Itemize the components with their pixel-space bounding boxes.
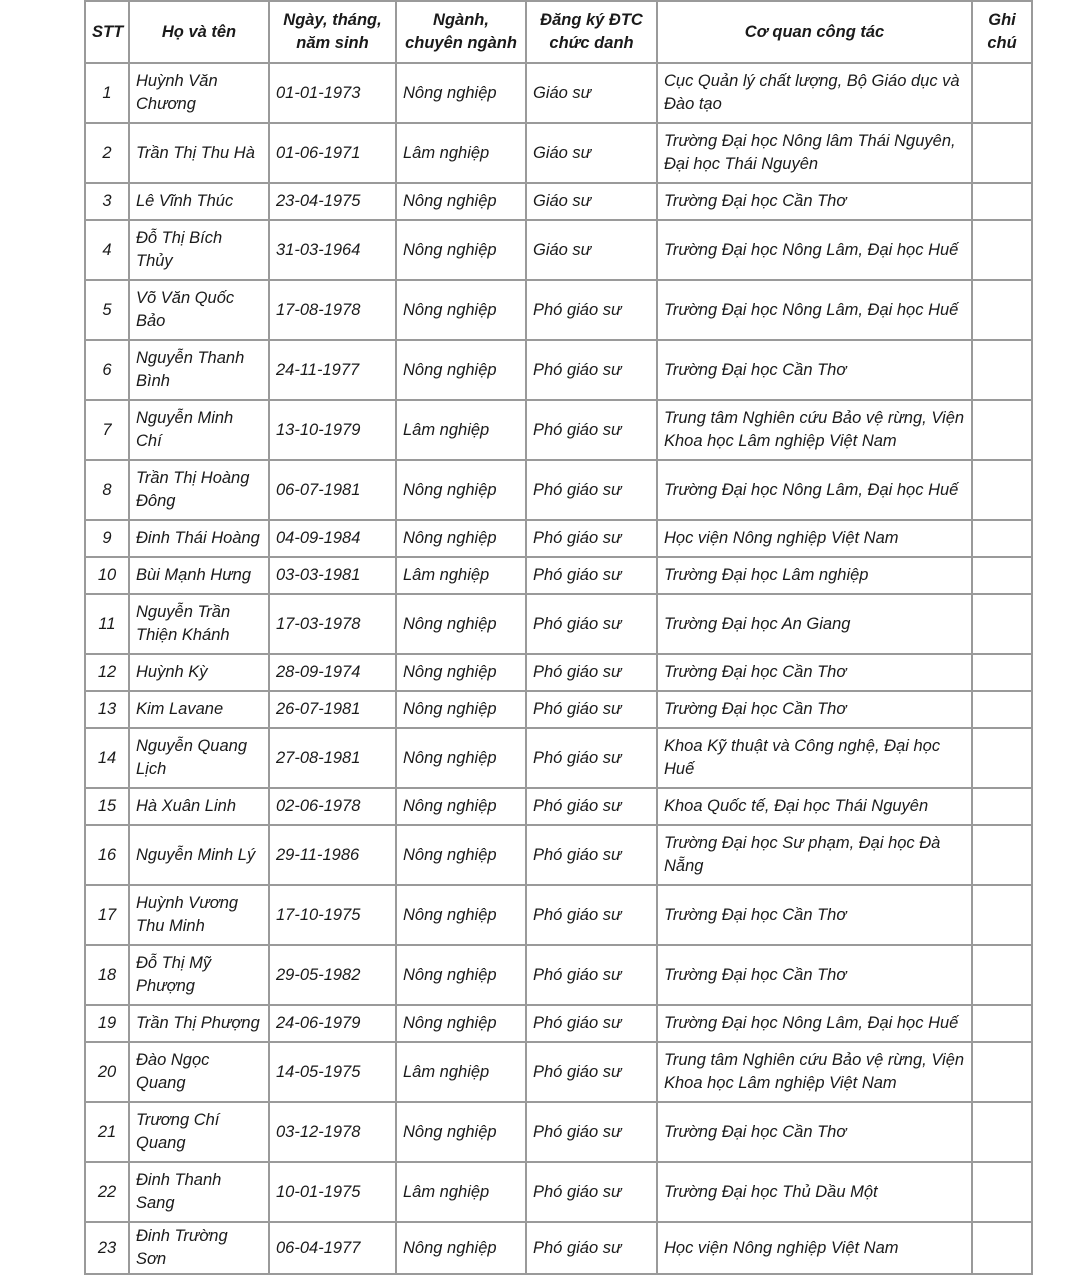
cell-field: Nông nghiệp: [396, 1005, 526, 1042]
cell-field: Lâm nghiệp: [396, 1042, 526, 1102]
cell-field: Nông nghiệp: [396, 691, 526, 728]
cell-notes: [972, 1102, 1032, 1162]
cell-notes: [972, 691, 1032, 728]
cell-full-name: Trần Thị Thu Hà: [129, 123, 269, 183]
cell-workplace: Trường Đại học Lâm nghiệp: [657, 557, 972, 594]
cell-stt: 19: [85, 1005, 129, 1042]
cell-birth-date: 13-10-1979: [269, 400, 396, 460]
cell-title-registered: Phó giáo sư: [526, 728, 657, 788]
cell-title-registered: Phó giáo sư: [526, 1162, 657, 1222]
cell-stt: 9: [85, 520, 129, 557]
cell-notes: [972, 183, 1032, 220]
cell-workplace: Trường Đại học Nông Lâm, Đại học Huế: [657, 1005, 972, 1042]
table-row: [85, 280, 1032, 340]
cell-birth-date: 24-06-1979: [269, 1005, 396, 1042]
cell-stt: 15: [85, 788, 129, 825]
cell-title-registered: Phó giáo sư: [526, 520, 657, 557]
cell-field: Lâm nghiệp: [396, 1162, 526, 1222]
cell-birth-date: 23-04-1975: [269, 183, 396, 220]
header-stt: STT: [85, 1, 129, 63]
table-row: [85, 1005, 1032, 1042]
table-row: [85, 654, 1032, 691]
table-row: [85, 1222, 1032, 1274]
cell-notes: [972, 280, 1032, 340]
header-full-name: Họ và tên: [129, 1, 269, 63]
cell-birth-date: 06-04-1977: [269, 1222, 396, 1274]
cell-field: Lâm nghiệp: [396, 400, 526, 460]
cell-workplace: Trường Đại học Thủ Dầu Một: [657, 1162, 972, 1222]
cell-workplace: Trường Đại học An Giang: [657, 594, 972, 654]
cell-field: Nông nghiệp: [396, 788, 526, 825]
cell-stt: 16: [85, 825, 129, 885]
table-row: [85, 63, 1032, 123]
cell-notes: [972, 63, 1032, 123]
cell-notes: [972, 594, 1032, 654]
cell-field: Nông nghiệp: [396, 520, 526, 557]
cell-birth-date: 17-03-1978: [269, 594, 396, 654]
cell-stt: 10: [85, 557, 129, 594]
cell-birth-date: 06-07-1981: [269, 460, 396, 520]
cell-birth-date: 04-09-1984: [269, 520, 396, 557]
cell-field: Nông nghiệp: [396, 460, 526, 520]
cell-workplace: Trường Đại học Nông Lâm, Đại học Huế: [657, 460, 972, 520]
cell-field: Nông nghiệp: [396, 1222, 526, 1274]
cell-title-registered: Giáo sư: [526, 183, 657, 220]
cell-title-registered: Phó giáo sư: [526, 885, 657, 945]
cell-workplace: Trường Đại học Cần Thơ: [657, 654, 972, 691]
cell-title-registered: Phó giáo sư: [526, 654, 657, 691]
cell-full-name: Huỳnh Vương Thu Minh: [129, 885, 269, 945]
cell-field: Nông nghiệp: [396, 728, 526, 788]
cell-title-registered: Phó giáo sư: [526, 1102, 657, 1162]
cell-notes: [972, 885, 1032, 945]
cell-title-registered: Phó giáo sư: [526, 340, 657, 400]
cell-birth-date: 14-05-1975: [269, 1042, 396, 1102]
table-row: [85, 885, 1032, 945]
table-row: [85, 1042, 1032, 1102]
cell-full-name: Huỳnh Kỳ: [129, 654, 269, 691]
cell-workplace: Khoa Quốc tế, Đại học Thái Nguyên: [657, 788, 972, 825]
cell-full-name: Hà Xuân Linh: [129, 788, 269, 825]
cell-stt: 4: [85, 220, 129, 280]
cell-birth-date: 26-07-1981: [269, 691, 396, 728]
cell-stt: 12: [85, 654, 129, 691]
cell-full-name: Trần Thị Phượng: [129, 1005, 269, 1042]
table-row: [85, 945, 1032, 1005]
cell-field: Lâm nghiệp: [396, 557, 526, 594]
cell-notes: [972, 460, 1032, 520]
cell-notes: [972, 788, 1032, 825]
table-row: [85, 691, 1032, 728]
cell-notes: [972, 340, 1032, 400]
cell-birth-date: 03-03-1981: [269, 557, 396, 594]
cell-notes: [972, 1222, 1032, 1274]
cell-birth-date: 31-03-1964: [269, 220, 396, 280]
cell-field: Nông nghiệp: [396, 654, 526, 691]
cell-birth-date: 10-01-1975: [269, 1162, 396, 1222]
cell-notes: [972, 945, 1032, 1005]
cell-field: Nông nghiệp: [396, 63, 526, 123]
cell-title-registered: Phó giáo sư: [526, 280, 657, 340]
cell-full-name: Đinh Trường Sơn: [129, 1222, 269, 1274]
cell-birth-date: 28-09-1974: [269, 654, 396, 691]
cell-stt: 23: [85, 1222, 129, 1274]
cell-field: Nông nghiệp: [396, 220, 526, 280]
cell-full-name: Đỗ Thị Mỹ Phượng: [129, 945, 269, 1005]
cell-workplace: Học viện Nông nghiệp Việt Nam: [657, 520, 972, 557]
cell-notes: [972, 400, 1032, 460]
cell-birth-date: 01-01-1973: [269, 63, 396, 123]
cell-title-registered: Phó giáo sư: [526, 825, 657, 885]
cell-stt: 5: [85, 280, 129, 340]
cell-title-registered: Phó giáo sư: [526, 691, 657, 728]
cell-workplace: Trường Đại học Cần Thơ: [657, 1102, 972, 1162]
table-row: [85, 1162, 1032, 1222]
table-row: [85, 557, 1032, 594]
candidate-table: [84, 0, 1033, 1275]
cell-notes: [972, 123, 1032, 183]
header-notes: Ghi chú: [972, 1, 1032, 63]
cell-notes: [972, 825, 1032, 885]
cell-workplace: Khoa Kỹ thuật và Công nghệ, Đại học Huế: [657, 728, 972, 788]
table-row: [85, 340, 1032, 400]
table-row: [85, 400, 1032, 460]
cell-workplace: Trường Đại học Nông lâm Thái Nguyên, Đại học Thái Nguyên: [657, 123, 972, 183]
table-header-row: [85, 1, 1032, 63]
cell-title-registered: Giáo sư: [526, 123, 657, 183]
cell-full-name: Huỳnh Văn Chương: [129, 63, 269, 123]
cell-stt: 2: [85, 123, 129, 183]
cell-full-name: Bùi Mạnh Hưng: [129, 557, 269, 594]
table-row: [85, 460, 1032, 520]
cell-workplace: Trung tâm Nghiên cứu Bảo vệ rừng, Viện Khoa học Lâm nghiệp Việt Nam: [657, 1042, 972, 1102]
cell-workplace: Trường Đại học Cần Thơ: [657, 340, 972, 400]
cell-full-name: Nguyễn Quang Lịch: [129, 728, 269, 788]
table-row: [85, 123, 1032, 183]
cell-field: Nông nghiệp: [396, 340, 526, 400]
cell-title-registered: Giáo sư: [526, 63, 657, 123]
cell-workplace: Trường Đại học Cần Thơ: [657, 885, 972, 945]
table-row: [85, 788, 1032, 825]
header-field: Ngành, chuyên ngành: [396, 1, 526, 63]
table-row: [85, 220, 1032, 280]
cell-stt: 3: [85, 183, 129, 220]
cell-notes: [972, 520, 1032, 557]
cell-birth-date: 01-06-1971: [269, 123, 396, 183]
cell-workplace: Trường Đại học Cần Thơ: [657, 691, 972, 728]
cell-stt: 22: [85, 1162, 129, 1222]
table-row: [85, 183, 1032, 220]
cell-workplace: Trung tâm Nghiên cứu Bảo vệ rừng, Viện Khoa học Lâm nghiệp Việt Nam: [657, 400, 972, 460]
cell-full-name: Võ Văn Quốc Bảo: [129, 280, 269, 340]
cell-full-name: Nguyễn Minh Chí: [129, 400, 269, 460]
cell-notes: [972, 220, 1032, 280]
cell-stt: 13: [85, 691, 129, 728]
cell-title-registered: Phó giáo sư: [526, 1222, 657, 1274]
cell-birth-date: 27-08-1981: [269, 728, 396, 788]
cell-notes: [972, 1042, 1032, 1102]
cell-birth-date: 24-11-1977: [269, 340, 396, 400]
cell-title-registered: Giáo sư: [526, 220, 657, 280]
cell-title-registered: Phó giáo sư: [526, 460, 657, 520]
cell-full-name: Lê Vĩnh Thúc: [129, 183, 269, 220]
cell-birth-date: 03-12-1978: [269, 1102, 396, 1162]
cell-full-name: Nguyễn Minh Lý: [129, 825, 269, 885]
cell-birth-date: 17-08-1978: [269, 280, 396, 340]
cell-full-name: Đinh Thanh Sang: [129, 1162, 269, 1222]
cell-title-registered: Phó giáo sư: [526, 1042, 657, 1102]
cell-stt: 6: [85, 340, 129, 400]
cell-title-registered: Phó giáo sư: [526, 400, 657, 460]
cell-birth-date: 29-11-1986: [269, 825, 396, 885]
cell-stt: 14: [85, 728, 129, 788]
cell-stt: 8: [85, 460, 129, 520]
cell-stt: 18: [85, 945, 129, 1005]
cell-title-registered: Phó giáo sư: [526, 594, 657, 654]
cell-full-name: Trương Chí Quang: [129, 1102, 269, 1162]
cell-notes: [972, 728, 1032, 788]
cell-notes: [972, 654, 1032, 691]
cell-workplace: Trường Đại học Cần Thơ: [657, 183, 972, 220]
cell-birth-date: 29-05-1982: [269, 945, 396, 1005]
cell-workplace: Trường Đại học Sư phạm, Đại học Đà Nẵng: [657, 825, 972, 885]
cell-title-registered: Phó giáo sư: [526, 557, 657, 594]
cell-full-name: Kim Lavane: [129, 691, 269, 728]
cell-stt: 20: [85, 1042, 129, 1102]
table-row: [85, 825, 1032, 885]
cell-notes: [972, 1162, 1032, 1222]
cell-title-registered: Phó giáo sư: [526, 945, 657, 1005]
cell-field: Nông nghiệp: [396, 825, 526, 885]
cell-workplace: Cục Quản lý chất lượng, Bộ Giáo dục và Đào tạo: [657, 63, 972, 123]
cell-birth-date: 17-10-1975: [269, 885, 396, 945]
cell-field: Nông nghiệp: [396, 183, 526, 220]
cell-workplace: Trường Đại học Cần Thơ: [657, 945, 972, 1005]
cell-field: Lâm nghiệp: [396, 123, 526, 183]
cell-full-name: Nguyễn Thanh Bình: [129, 340, 269, 400]
table-row: [85, 728, 1032, 788]
cell-full-name: Trần Thị Hoàng Đông: [129, 460, 269, 520]
cell-field: Nông nghiệp: [396, 1102, 526, 1162]
cell-field: Nông nghiệp: [396, 594, 526, 654]
cell-stt: 11: [85, 594, 129, 654]
cell-birth-date: 02-06-1978: [269, 788, 396, 825]
cell-workplace: Học viện Nông nghiệp Việt Nam: [657, 1222, 972, 1274]
table-row: [85, 520, 1032, 557]
header-workplace: Cơ quan công tác: [657, 1, 972, 63]
cell-stt: 7: [85, 400, 129, 460]
cell-full-name: Đào Ngọc Quang: [129, 1042, 269, 1102]
cell-title-registered: Phó giáo sư: [526, 788, 657, 825]
cell-field: Nông nghiệp: [396, 885, 526, 945]
cell-title-registered: Phó giáo sư: [526, 1005, 657, 1042]
table-row: [85, 594, 1032, 654]
cell-notes: [972, 557, 1032, 594]
header-title-registered: Đăng ký ĐTC chức danh: [526, 1, 657, 63]
cell-workplace: Trường Đại học Nông Lâm, Đại học Huế: [657, 220, 972, 280]
cell-full-name: Đinh Thái Hoàng: [129, 520, 269, 557]
cell-full-name: Nguyễn Trần Thiện Khánh: [129, 594, 269, 654]
cell-field: Nông nghiệp: [396, 280, 526, 340]
cell-full-name: Đỗ Thị Bích Thủy: [129, 220, 269, 280]
header-birth-date: Ngày, tháng, năm sinh: [269, 1, 396, 63]
cell-notes: [972, 1005, 1032, 1042]
cell-field: Nông nghiệp: [396, 945, 526, 1005]
cell-stt: 21: [85, 1102, 129, 1162]
cell-stt: 17: [85, 885, 129, 945]
table-row: [85, 1102, 1032, 1162]
cell-stt: 1: [85, 63, 129, 123]
cell-workplace: Trường Đại học Nông Lâm, Đại học Huế: [657, 280, 972, 340]
